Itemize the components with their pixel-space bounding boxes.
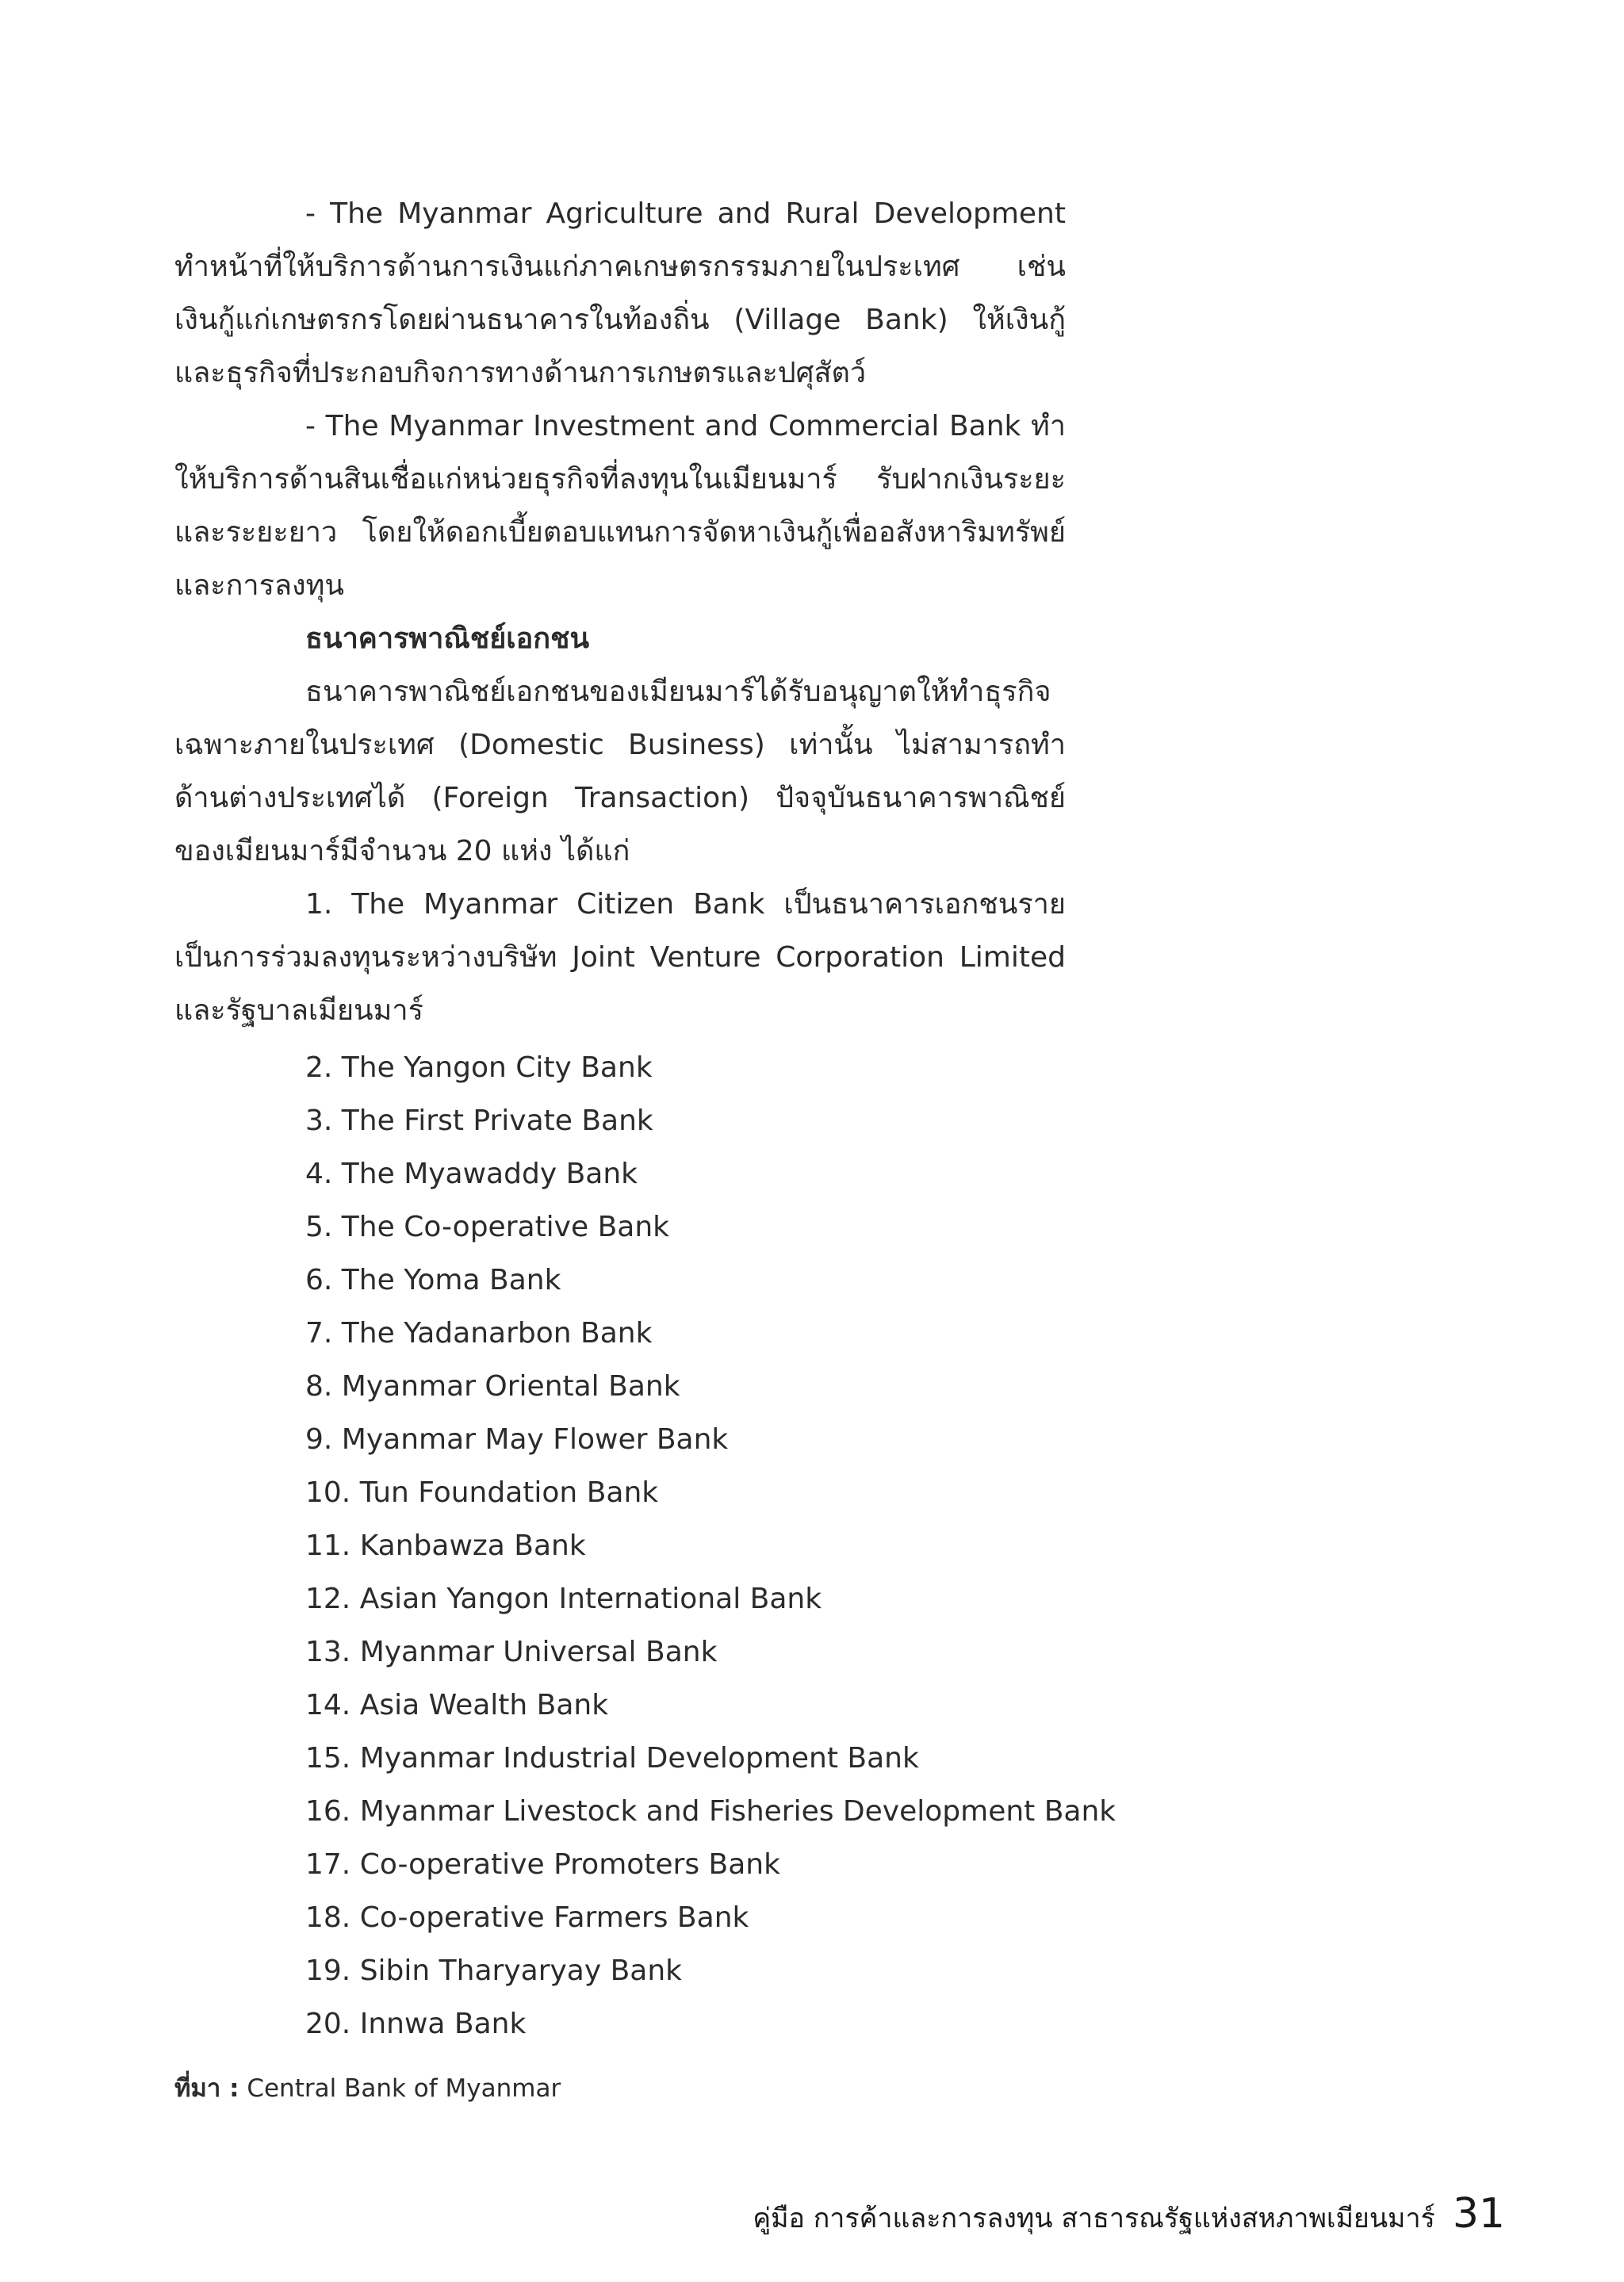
list-item: 16. Myanmar Livestock and Fisheries Development Bank: [305, 1795, 1116, 1828]
list-item: 13. Myanmar Universal Bank: [305, 1636, 718, 1668]
paragraph-line: และการลงทุน: [174, 569, 344, 602]
source-label: ที่มา :: [174, 2074, 239, 2103]
paragraph-line: ของเมียนมาร์มีจำนวน 20 แห่ง ได้แก่: [174, 835, 630, 867]
list-item: 4. The Myawaddy Bank: [305, 1158, 638, 1190]
list-item: 5. The Co-operative Bank: [305, 1211, 669, 1243]
list-item: 15. Myanmar Industrial Development Bank: [305, 1742, 919, 1775]
list-item: 18. Co-operative Farmers Bank: [305, 1901, 749, 1934]
paragraph-line: 1. The Myanmar Citizen Bank เป็นธนาคารเอกชนราย: [305, 888, 1066, 921]
list-item: 19. Sibin Tharyaryay Bank: [305, 1955, 683, 1987]
page-number: 31: [1452, 2190, 1505, 2238]
list-item: 12. Asian Yangon International Bank: [305, 1583, 822, 1615]
paragraph-line: - The Myanmar Investment and Commercial Bank ทำ: [305, 410, 1066, 442]
source-text: Central Bank of Myanmar: [247, 2074, 561, 2103]
paragraph-line: - The Myanmar Agriculture and Rural Development: [305, 197, 1066, 230]
list-item: 9. Myanmar May Flower Bank: [305, 1423, 729, 1456]
section-heading: ธนาคารพาณิชย์เอกชน: [305, 622, 590, 655]
list-item: 2. The Yangon City Bank: [305, 1051, 653, 1084]
page-footer: [753, 2190, 1505, 2239]
footer-title: คู่มือ การค้าและการลงทุน สาธารณรัฐแห่งสหภาพเมียนมาร์: [753, 2203, 1435, 2234]
paragraph-line: และระยะยาว โดยให้ดอกเบี้ยตอบแทนการจัดหาเงินกู้เพื่ออสังหาริมทรัพย์: [174, 516, 1066, 549]
list-item: 14. Asia Wealth Bank: [305, 1689, 609, 1721]
paragraph-line: ธนาคารพาณิชย์เอกชนของเมียนมาร์ได้รับอนุญาตให้ทำธุรกิจ: [305, 676, 1051, 708]
paragraph-line: เป็นการร่วมลงทุนระหว่างบริษัท Joint Venture Corporation Limited: [174, 941, 1066, 974]
list-item: 10. Tun Foundation Bank: [305, 1476, 659, 1509]
paragraph-line: เฉพาะภายในประเทศ (Domestic Business) เท่านั้น ไม่สามารถทำ: [174, 729, 1066, 761]
source-note: [174, 2073, 561, 2104]
paragraph-line: และธุรกิจที่ประกอบกิจการทางด้านการเกษตรและปศุสัตว์: [174, 357, 867, 389]
paragraph-line: เงินกู้แก่เกษตรกรโดยผ่านธนาคารในท้องถิ่น (Village Bank) ให้เงินกู้: [174, 304, 1066, 336]
list-item: 3. The First Private Bank: [305, 1105, 653, 1137]
list-item: 17. Co-operative Promoters Bank: [305, 1848, 780, 1881]
paragraph-line: ด้านต่างประเทศได้ (Foreign Transaction) ปัจจุบันธนาคารพาณิชย์: [174, 782, 1066, 814]
list-item: 20. Innwa Bank: [305, 2008, 527, 2040]
body-text: [174, 187, 1066, 1037]
paragraph-line: และรัฐบาลเมียนมาร์: [174, 994, 423, 1027]
paragraph-line: ให้บริการด้านสินเชื่อแก่หน่วยธุรกิจที่ลงทุนในเมียนมาร์ รับฝากเงินระยะ: [174, 463, 1066, 496]
list-item: 8. Myanmar Oriental Bank: [305, 1370, 680, 1403]
list-item: 6. The Yoma Bank: [305, 1264, 561, 1296]
list-item: 7. The Yadanarbon Bank: [305, 1317, 653, 1350]
paragraph-line: ทำหน้าที่ให้บริการด้านการเงินแก่ภาคเกษตรกรรมภายในประเทศ เช่น: [174, 251, 1066, 283]
list-item: 11. Kanbawza Bank: [305, 1530, 586, 1562]
bank-list: [305, 1041, 1116, 2050]
